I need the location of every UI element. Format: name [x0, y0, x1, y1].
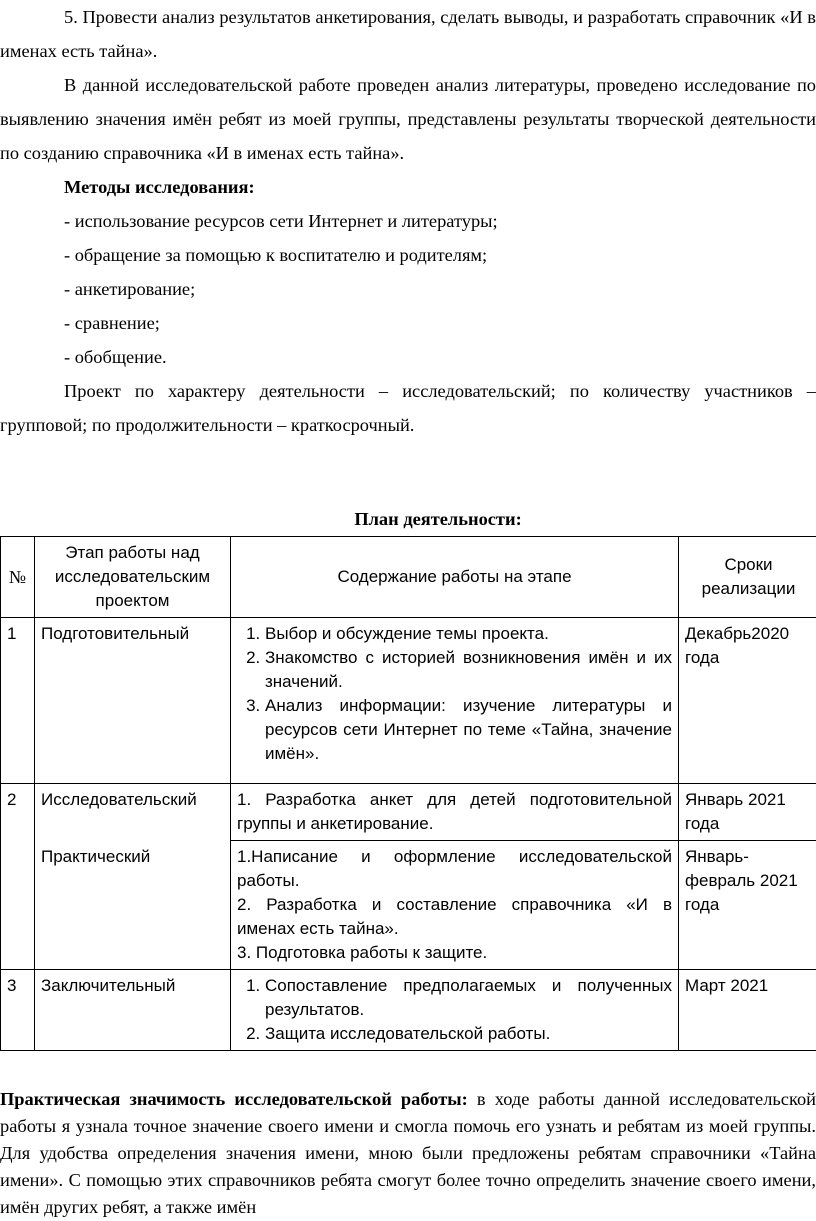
- content-item: 3. Анализ информации: изучение литературы и ресурсов сети Интернет по теме «Тайна, значение имён».: [265, 694, 672, 766]
- content-line: 2. Разработка и составление справочника «И в именах есть тайна».: [237, 893, 672, 941]
- method-item: - использование ресурсов сети Интернет и литературы;: [64, 204, 816, 238]
- row-num: 3: [1, 970, 35, 1051]
- significance-heading: Практическая значимость исследовательской работы:: [0, 1089, 468, 1109]
- table-header-row: [1, 537, 816, 618]
- row-num: 1: [1, 618, 35, 784]
- plan-title: План деятельности:: [0, 502, 816, 536]
- plan-table: [0, 536, 816, 1051]
- method-item: - сравнение;: [64, 306, 816, 340]
- header-content: Содержание работы на этапе: [231, 537, 679, 618]
- table-row: [1, 618, 816, 784]
- row-num: 2: [1, 784, 35, 970]
- row-terms: Январь 2021 года: [679, 784, 816, 841]
- intro-paragraph: В данной исследовательской работе проведен анализ литературы, проведено исследование по выявлению значения имён ребят из моей группы, представлены результаты творческой деятельности по созданию справочника «И в именах есть тайна».: [0, 68, 816, 170]
- row-content: 1. Разработка анкет для детей подготовительной группы и анкетирование.: [231, 784, 679, 841]
- row-terms: Январь-февраль 2021 года: [679, 841, 816, 970]
- table-row: [1, 784, 816, 841]
- row-terms: Декабрь2020 года: [679, 618, 816, 784]
- methods-heading: Методы исследования:: [64, 170, 816, 204]
- content-item: 1. Сопоставление предполагаемых и полученных результатов.: [265, 974, 672, 1022]
- header-num: №: [1, 537, 35, 618]
- row-stage: Заключительный: [35, 970, 231, 1051]
- significance-paragraph: [0, 1086, 816, 1221]
- row-content: [231, 970, 679, 1051]
- content-item: 1. Выбор и обсуждение темы проекта.: [265, 622, 672, 646]
- significance-text: в ходе работы данной исследовательской работы я узнала точное значение своего имени и смогла помочь его узнать и ребятам из моей группы. Для удобства определения значения имени, мною были предложены ребятам справочники «Тайна имени». С помощью этих справочников ребята смогут более точно определить значение своего имени, имён других ребят, а также имён: [0, 1089, 816, 1217]
- row-content: [231, 841, 679, 970]
- table-row: [1, 970, 816, 1051]
- header-terms: Сроки реализации: [679, 537, 816, 618]
- content-item: 2. Защита исследовательской работы.: [265, 1022, 672, 1046]
- intro-section: [0, 0, 816, 442]
- method-item: - анкетирование;: [64, 272, 816, 306]
- method-item: - обобщение.: [64, 340, 816, 374]
- content-line: 3. Подготовка работы к защите.: [237, 941, 672, 965]
- goal-item-5: 5. Провести анализ результатов анкетирования, сделать выводы, и разработать справочник «И в именах есть тайна».: [0, 0, 816, 68]
- content-item: 2. Знакомство с историей возникновения имён и их значений.: [265, 646, 672, 694]
- content-line: 1.Написание и оформление исследовательской работы.: [237, 845, 672, 893]
- method-item: - обращение за помощью к воспитателю и родителям;: [64, 238, 816, 272]
- row-stage: Подготовительный: [35, 618, 231, 784]
- header-stage: Этап работы над исследовательским проектом: [35, 537, 231, 618]
- row-terms: Март 2021: [679, 970, 816, 1051]
- project-type-paragraph: Проект по характеру деятельности – исследовательский; по количеству участников – групповой; по продолжительности – краткосрочный.: [0, 374, 816, 442]
- row-content: [231, 618, 679, 784]
- row-stage: Исследовательский: [35, 784, 231, 841]
- table-row: [1, 841, 816, 970]
- row-stage: Практический: [35, 841, 231, 970]
